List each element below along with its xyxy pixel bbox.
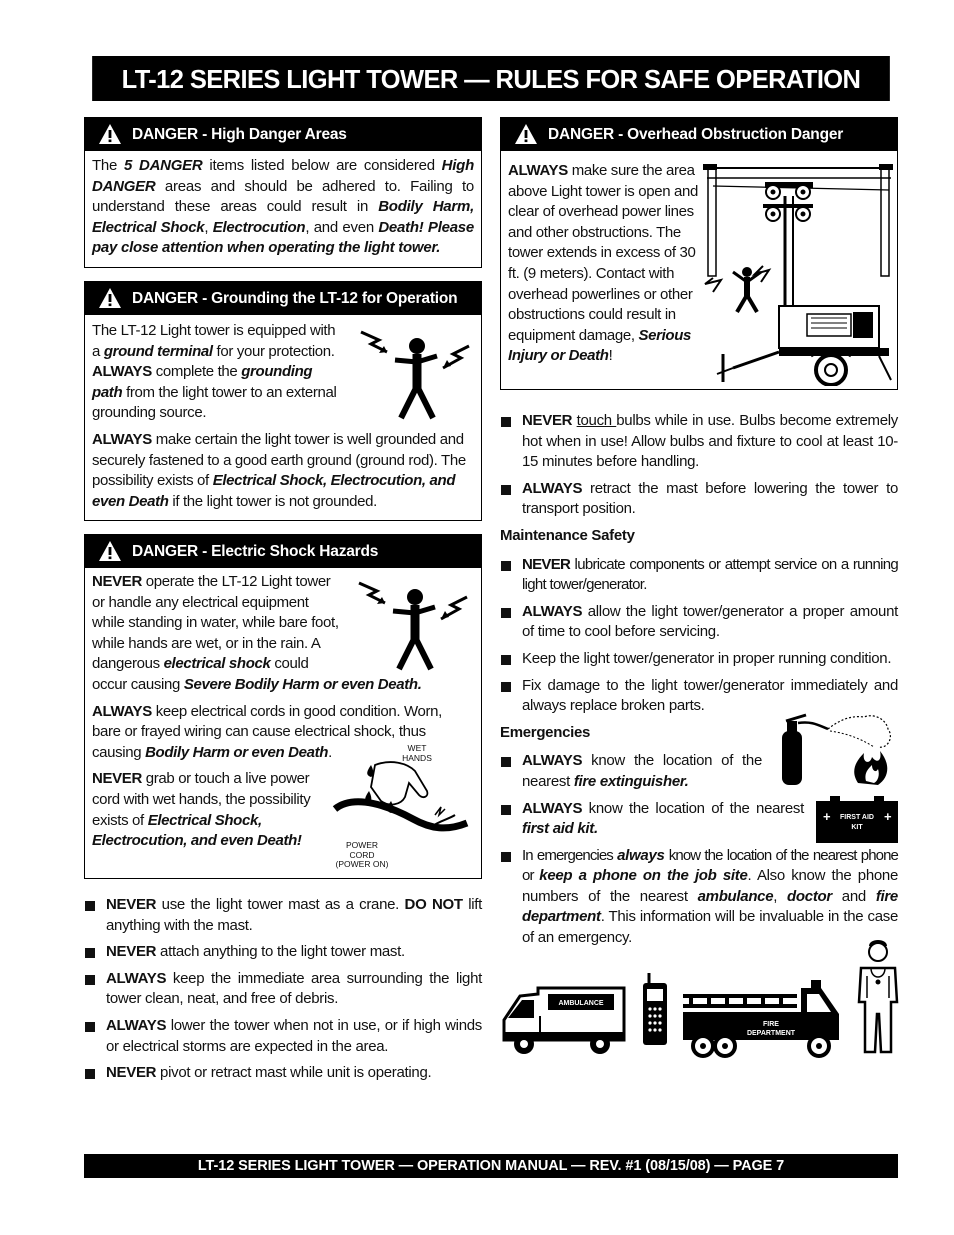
text-run: lubricate components or attempt service on a running light tower/generator. — [522, 555, 898, 594]
bullet-square-icon — [501, 485, 511, 495]
first-aid-label-1: FIRST AID — [840, 814, 874, 821]
overhead-header — [501, 118, 897, 151]
bullet-square-icon — [85, 1022, 95, 1032]
overhead-heading: DANGER - Overhead Obstruction Danger — [548, 126, 844, 143]
emphasis: ALWAYS — [522, 479, 583, 497]
emphasis: ALWAYS — [522, 752, 583, 770]
bullet-square-icon — [85, 975, 95, 985]
emphasis: Electrocution — [212, 218, 306, 236]
left-bullet-list — [84, 895, 482, 1090]
text-run: , — [773, 887, 788, 905]
fire-extinguisher-icon — [778, 707, 898, 789]
text-run: lower the tower when not in use, or if high winds or electrical storms are expected in the area. — [106, 1016, 482, 1055]
wet-hands-label: WET HANDS — [402, 743, 432, 763]
text-run: bulbs while in use. Bulbs become extremely hot when in use! Allow bulbs and fixture to cool at least 10-15 minutes before handling. — [522, 412, 898, 471]
emphasis: doctor — [787, 887, 832, 905]
first-aid-label-2: KIT — [851, 824, 863, 831]
text-run: areas and should be adhered to. Failing to understand these areas could result in — [92, 177, 474, 216]
emphasis: Electrical Shock, Electrocution, and even Death — [92, 472, 456, 510]
emphasis: electrical shock — [163, 655, 271, 673]
emphasis: Bodily Harm or even Death — [145, 743, 329, 761]
warning-icon — [98, 123, 122, 145]
list-item — [500, 479, 898, 520]
emphasis: keep a phone on the job site — [539, 867, 748, 885]
shock-hazard-icon — [355, 577, 473, 673]
page-footer: LT-12 SERIES LIGHT TOWER — OPERATION MANUAL — REV. #1 (08/15/08) — PAGE 7 — [84, 1154, 898, 1178]
fire-dept-label-2: DEPARTMENT — [746, 1030, 796, 1037]
bullet-square-icon — [501, 561, 511, 571]
text-run: know the location of the nearest — [522, 752, 762, 790]
emphasis: fire department — [522, 887, 898, 926]
bullet-square-icon — [501, 757, 511, 767]
emphasis: 5 DANGER — [124, 157, 203, 174]
emphasis: Bodily Harm, Electrical Shock — [92, 198, 474, 236]
warning-icon — [98, 287, 122, 309]
text-run: items listed below are considered — [202, 157, 442, 174]
emphasis: ambulance — [697, 887, 774, 905]
emphasis: first aid kit. — [522, 820, 598, 838]
emphasis: NEVER — [106, 896, 157, 913]
text-run: . Also know the phone numbers of the nearest — [522, 867, 898, 905]
cell-phone-icon — [641, 971, 669, 1047]
bullet-square-icon — [501, 608, 511, 618]
text-run: keep electrical cords in good condition. Worn, bare or frayed wiring can cause electrical shock, thus causing — [92, 702, 442, 761]
shock-header — [85, 535, 481, 568]
emphasis: ALWAYS — [106, 1016, 167, 1034]
emphasis: NEVER — [92, 573, 142, 590]
text-run: use the light tower mast as a crane. — [156, 896, 405, 913]
text-run: Fix damage to the light tower/generator immediately and always replace broken parts. — [522, 676, 898, 715]
emphasis: ALWAYS — [508, 162, 568, 179]
emphasis: DO NOT — [404, 896, 463, 913]
text-run: Keep the light tower/generator in proper running condition. — [522, 649, 892, 667]
emphasis: Serious Injury or Death — [508, 326, 692, 365]
emphasis: NEVER — [106, 1064, 157, 1082]
underlined-text: touch — [576, 412, 617, 429]
bullet-square-icon — [85, 1069, 95, 1079]
warning-icon — [98, 540, 122, 562]
list-item — [84, 895, 482, 936]
warning-icon — [514, 123, 538, 145]
shock-hazard-icon — [357, 326, 475, 422]
plus-icon: + — [823, 809, 831, 824]
high-danger-header — [85, 118, 481, 151]
fire-truck-icon — [681, 980, 843, 1058]
emphasis: ALWAYS — [106, 969, 167, 987]
high-danger-heading: DANGER - High Danger Areas — [132, 126, 347, 143]
list-item — [500, 555, 898, 596]
list-item — [500, 649, 898, 670]
ambulance-icon — [500, 982, 630, 1056]
list-item — [84, 969, 482, 1010]
list-item — [84, 1063, 482, 1084]
text-run: know the location of the nearest — [582, 799, 804, 817]
ambulance-label: AMBULANCE — [558, 1000, 604, 1007]
text-run: could occur causing — [92, 655, 309, 693]
emphasis: Death! Please pay close attention when operating the light tower. — [92, 218, 474, 257]
bullet-square-icon — [85, 948, 95, 958]
bullet-square-icon — [501, 852, 511, 862]
text-run: . This information will be invaluable in the case of an emergency. — [522, 908, 898, 947]
text-run: keep the immediate area surrounding the light tower clean, neat, and free of debris. — [106, 969, 482, 1008]
text-run: if the light tower is not grounded. — [168, 492, 377, 510]
list-item — [500, 799, 804, 840]
emphasis: NEVER — [522, 555, 571, 573]
text-run: for your protection. — [212, 342, 335, 360]
overhead-text — [501, 151, 707, 373]
emphasis: Electrical Shock, Electrocution, and even Death! — [92, 811, 302, 850]
text-run: , and even — [305, 218, 379, 236]
right-column — [500, 411, 898, 955]
shock-box — [84, 534, 482, 879]
bullet-square-icon — [501, 417, 511, 427]
text-run: grab or touch a live power cord with wet hands, the possibility exists of — [92, 770, 311, 829]
doctor-icon — [855, 936, 901, 1054]
wet-hand-cord-icon — [331, 757, 471, 847]
text-run: and — [831, 887, 876, 905]
emphasis: fire extinguisher. — [573, 772, 689, 790]
list-item — [500, 602, 898, 643]
emphasis: Severe Bodily Harm or even Death. — [183, 675, 422, 693]
high-danger-box — [84, 117, 482, 268]
first-aid-kit-icon — [816, 796, 898, 844]
list-item — [500, 411, 898, 473]
emphasis: ALWAYS — [92, 430, 152, 448]
bullet-square-icon — [85, 901, 95, 911]
emphasis: NEVER — [522, 412, 573, 429]
fire-dept-label-1: FIRE — [763, 1021, 779, 1028]
page-title: LT-12 SERIES LIGHT TOWER — RULES FOR SAFE OPERATION — [92, 56, 890, 101]
text-run: make certain the light tower is well grounded and securely fastened to a good earth ground (ground rod). The possibility exists of — [92, 430, 466, 490]
plus-icon: + — [884, 809, 892, 824]
text-run: attach anything to the light tower mast. — [156, 943, 405, 961]
emphasis: High DANGER — [92, 157, 474, 195]
emphasis: NEVER — [92, 770, 142, 788]
text-run: . — [328, 743, 332, 761]
text-run: The LT-12 Light tower is equipped with a — [92, 322, 336, 360]
high-danger-text — [85, 151, 481, 265]
grounding-box — [84, 281, 482, 521]
text-run: operate the LT-12 Light tower or handle any electrical equipment while standing in water, while bare foot, while hands are wet, or in the rain. A dangerous — [92, 573, 339, 673]
emphasis: grounding path — [92, 363, 313, 401]
emphasis: ALWAYS — [522, 602, 583, 620]
emphasis: ALWAYS — [92, 363, 152, 381]
list-item — [500, 846, 898, 949]
power-cord-label: POWER CORD (POWER ON) — [335, 840, 389, 869]
emphasis: ground terminal — [103, 342, 213, 360]
text-run: complete the — [151, 363, 242, 381]
bullet-square-icon — [501, 655, 511, 665]
text-run: lift anything with the mast. — [106, 896, 482, 934]
bullet-square-icon — [501, 682, 511, 692]
maintenance-heading: Maintenance Safety — [500, 526, 635, 544]
grounding-heading: DANGER - Grounding the LT-12 for Operation — [132, 290, 458, 307]
emphasis: ALWAYS — [522, 799, 583, 817]
text-run: In emergencies — [522, 846, 618, 864]
text-run: pivot or retract mast while unit is operating. — [156, 1064, 432, 1082]
overhead-box — [500, 117, 898, 390]
shock-heading: DANGER - Electric Shock Hazards — [132, 543, 379, 560]
light-tower-powerline-illustration — [703, 156, 895, 386]
text-run: know the location of the nearest phone or — [522, 846, 898, 885]
text-run: , — [204, 218, 213, 236]
emergencies-heading: Emergencies — [500, 723, 591, 741]
list-item — [500, 751, 762, 792]
emphasis: always — [617, 846, 665, 864]
bullet-square-icon — [501, 805, 511, 815]
text-run: from the light tower to an external grounding source. — [92, 383, 337, 422]
text-run: make sure the area above Light tower is open and clear of overhead power lines and other obstructions. The tower extends in excess of 30 ft. (9 meters). Contact with overhead powerlines or other obstructions could result in equipment damage, — [508, 162, 698, 344]
text-run: retract the mast before lowering the tower to transport position. — [522, 479, 898, 518]
list-item — [84, 942, 482, 963]
list-item — [84, 1016, 482, 1057]
emphasis: NEVER — [106, 943, 157, 961]
text-run: ! — [608, 347, 613, 365]
grounding-header — [85, 282, 481, 315]
text-run: The — [92, 157, 124, 174]
emphasis: ALWAYS — [92, 702, 152, 720]
text-run: allow the light tower/generator a proper amount of time to cool before servicing. — [522, 602, 898, 641]
